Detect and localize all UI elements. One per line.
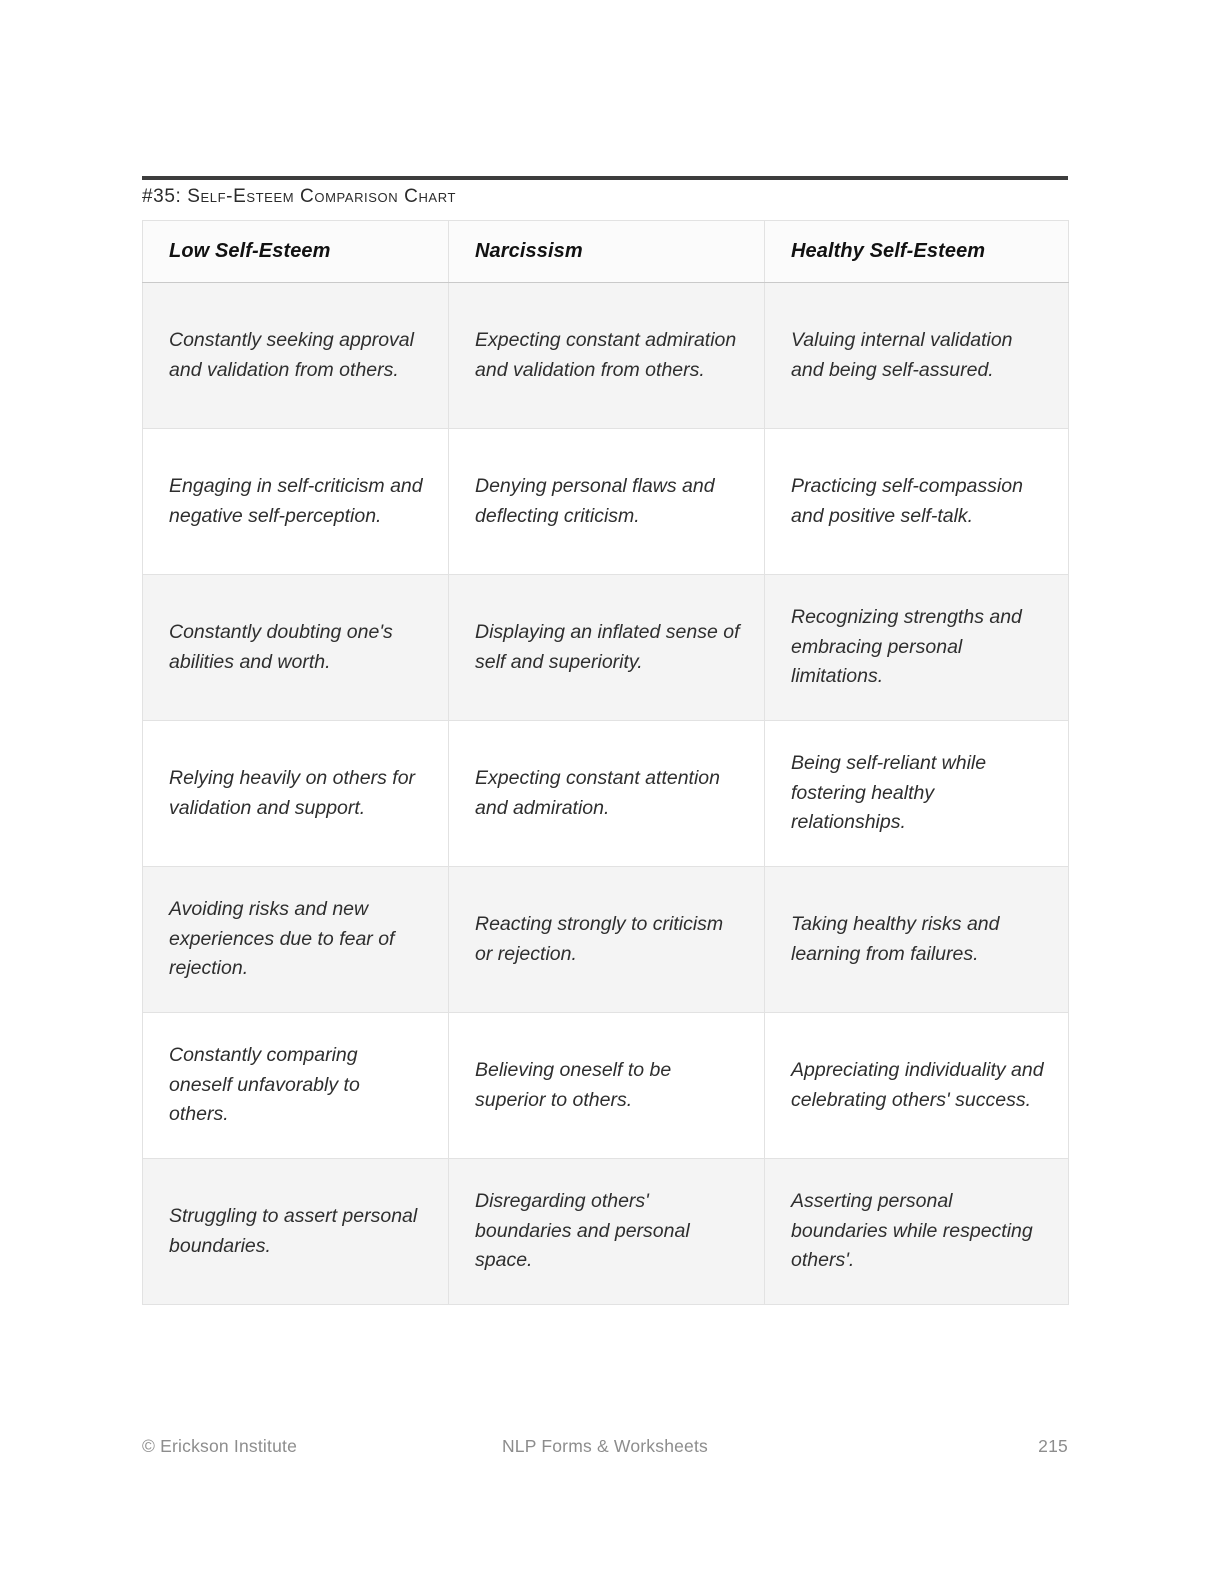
page-title: #35: Self-Esteem Comparison Chart bbox=[142, 186, 456, 207]
table-row bbox=[143, 1159, 1069, 1305]
cell-low-self-esteem: Struggling to assert personal boundaries. bbox=[143, 1159, 449, 1305]
table-row bbox=[143, 283, 1069, 429]
title-rule bbox=[142, 176, 1068, 180]
cell-healthy-self-esteem: Practicing self-compassion and positive self-talk. bbox=[765, 429, 1069, 575]
cell-healthy-self-esteem: Being self-reliant while fostering healthy relationships. bbox=[765, 721, 1069, 867]
cell-narcissism: Displaying an inflated sense of self and superiority. bbox=[449, 575, 765, 721]
column-header-narcissism: Narcissism bbox=[449, 221, 765, 283]
cell-healthy-self-esteem: Taking healthy risks and learning from failures. bbox=[765, 867, 1069, 1013]
cell-low-self-esteem: Constantly comparing oneself unfavorably to others. bbox=[143, 1013, 449, 1159]
cell-healthy-self-esteem: Valuing internal validation and being self-assured. bbox=[765, 283, 1069, 429]
cell-low-self-esteem: Relying heavily on others for validation and support. bbox=[143, 721, 449, 867]
cell-narcissism: Believing oneself to be superior to others. bbox=[449, 1013, 765, 1159]
footer-copyright: © Erickson Institute bbox=[142, 1436, 298, 1456]
cell-low-self-esteem: Constantly doubting one's abilities and worth. bbox=[143, 575, 449, 721]
cell-narcissism: Reacting strongly to criticism or rejection. bbox=[449, 867, 765, 1013]
cell-narcissism: Disregarding others' boundaries and personal space. bbox=[449, 1159, 765, 1305]
cell-narcissism: Denying personal flaws and deflecting criticism. bbox=[449, 429, 765, 575]
table-header-row bbox=[143, 221, 1069, 283]
self-esteem-comparison-table bbox=[142, 220, 1069, 1305]
cell-healthy-self-esteem: Appreciating individuality and celebrating others' success. bbox=[765, 1013, 1069, 1159]
table-row bbox=[143, 429, 1069, 575]
table-row bbox=[143, 867, 1069, 1013]
column-header-low-self-esteem: Low Self-Esteem bbox=[143, 221, 449, 283]
cell-narcissism: Expecting constant attention and admiration. bbox=[449, 721, 765, 867]
cell-healthy-self-esteem: Asserting personal boundaries while respecting others'. bbox=[765, 1159, 1069, 1305]
page-footer bbox=[142, 1436, 1068, 1457]
footer-page-number: 215 bbox=[1038, 1436, 1068, 1456]
footer-title: NLP Forms & Worksheets bbox=[501, 1436, 709, 1456]
cell-low-self-esteem: Avoiding risks and new experiences due to fear of rejection. bbox=[143, 867, 449, 1013]
table-row bbox=[143, 721, 1069, 867]
column-header-healthy-self-esteem: Healthy Self-Esteem bbox=[765, 221, 1069, 283]
cell-low-self-esteem: Engaging in self-criticism and negative self-perception. bbox=[143, 429, 449, 575]
cell-low-self-esteem: Constantly seeking approval and validation from others. bbox=[143, 283, 449, 429]
table-row bbox=[143, 1013, 1069, 1159]
cell-healthy-self-esteem: Recognizing strengths and embracing personal limitations. bbox=[765, 575, 1069, 721]
table-row bbox=[143, 575, 1069, 721]
cell-narcissism: Expecting constant admiration and validation from others. bbox=[449, 283, 765, 429]
